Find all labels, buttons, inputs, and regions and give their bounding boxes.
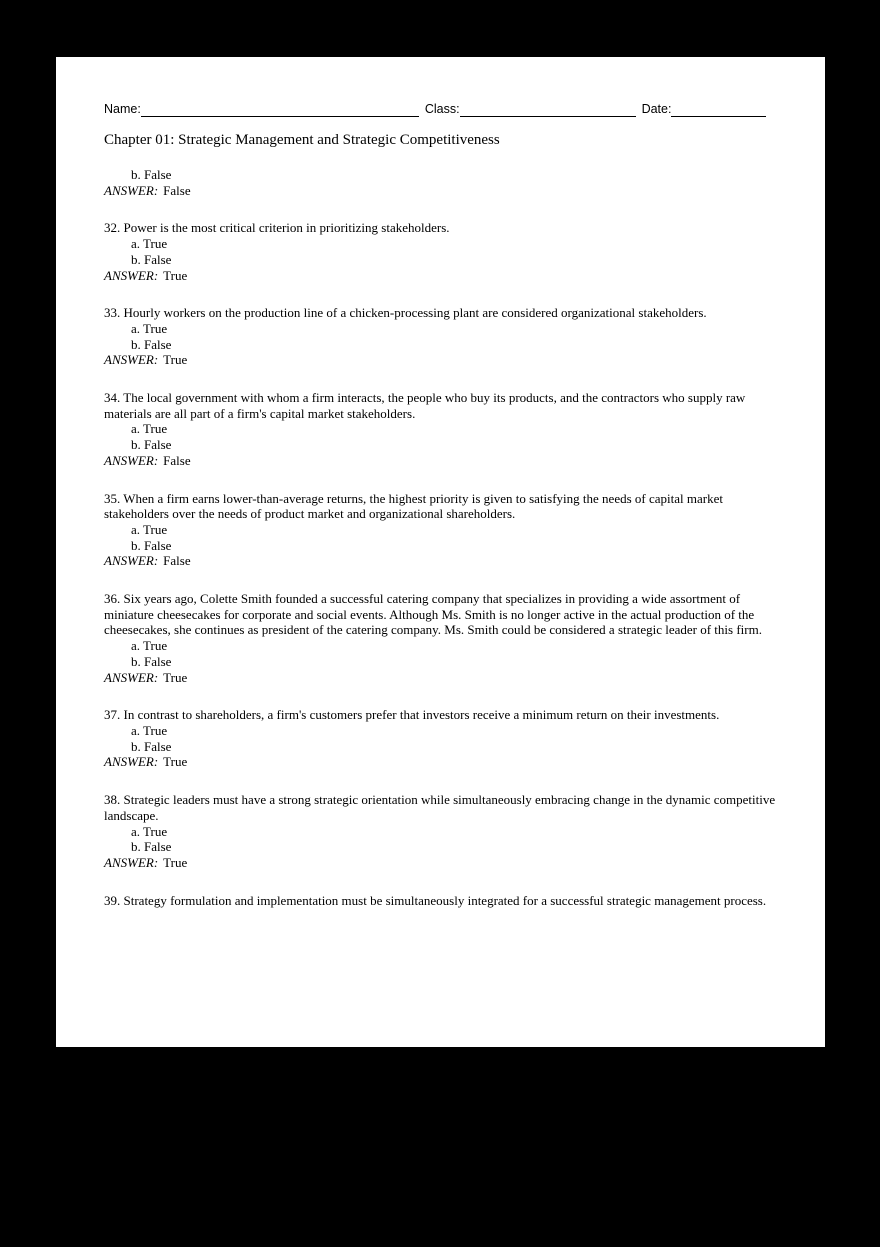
answer-option[interactable]: b. False [131, 437, 172, 453]
answer-option[interactable]: b. False [131, 839, 172, 855]
date-label: Date: [641, 102, 672, 116]
question-text: 37. In contrast to shareholders, a firm's customers prefer that investors receive a minimum return on their investments. [104, 707, 720, 723]
question-text: 33. Hourly workers on the production line of a chicken-processing plant are considered organizational stakeholders. [104, 305, 707, 321]
answer-value: True [163, 669, 188, 685]
answer-option[interactable]: a. True [131, 823, 168, 839]
answer-value: True [163, 267, 188, 283]
answer-option[interactable]: b. False [131, 537, 172, 553]
answer-line [104, 453, 777, 469]
answer-line [104, 352, 777, 368]
question-text: 36. Six years ago, Colette Smith founded a successful catering company that specializes in providing a wide assortment of miniature cheesecakes for corporate and social events. Although Ms. Smith is no longer active in the actual production of the cheesecakes, she continues as president of the catering company. Ms. Smith could be considered a strategic leader of this firm. [104, 591, 762, 638]
name-input-rule[interactable] [141, 103, 419, 117]
answer-label: ANSWER: [104, 754, 159, 770]
answer-option[interactable]: a. True [131, 638, 168, 654]
question-block [104, 707, 777, 770]
answer-option[interactable]: b. False [131, 738, 172, 754]
answer-line [104, 754, 777, 770]
question-text: 38. Strategic leaders must have a strong strategic orientation while simultaneously embracing change in the dynamic competitive landscape. [104, 792, 776, 823]
answer-label: ANSWER: [104, 669, 159, 685]
question-block [104, 491, 777, 570]
answer-line [104, 670, 777, 686]
date-input-rule[interactable] [671, 103, 766, 117]
page-content [104, 99, 777, 908]
answer-option[interactable]: b. False [131, 251, 172, 267]
question-block [104, 893, 777, 909]
answer-value: True [163, 754, 188, 770]
answer-value: False [163, 452, 191, 468]
question-text: 34. The local government with whom a firm interacts, the people who buy its products, and the contractors who supply raw materials are all part of a firm's capital market stakeholders. [104, 390, 746, 421]
class-input-rule[interactable] [460, 103, 636, 117]
answer-label: ANSWER: [104, 553, 159, 569]
answer-line [104, 553, 777, 569]
answer-option[interactable]: a. True [131, 521, 168, 537]
class-label: Class: [424, 102, 460, 116]
answer-option[interactable]: b. False [131, 167, 172, 182]
question-block [104, 792, 777, 871]
name-label: Name: [104, 102, 141, 116]
answer-value: False [163, 553, 191, 569]
question-text: 39. Strategy formulation and implementation must be simultaneously integrated for a successful strategic management process. [104, 892, 767, 908]
answer-line [104, 855, 777, 871]
answer-line [104, 268, 777, 284]
question-text: 32. Power is the most critical criterion in prioritizing stakeholders. [104, 220, 450, 236]
answer-label: ANSWER: [104, 267, 159, 283]
answer-label: ANSWER: [104, 352, 159, 368]
answer-option[interactable]: a. True [131, 722, 168, 738]
answer-label: ANSWER: [104, 854, 159, 870]
question-list [104, 167, 777, 908]
question-block [104, 167, 777, 198]
question-block [104, 305, 777, 368]
question-block [104, 390, 777, 469]
answer-label: ANSWER: [104, 452, 159, 468]
question-block [104, 591, 777, 685]
question-text: 35. When a firm earns lower-than-average returns, the highest priority is given to satisfying the needs of capital market stakeholders over the needs of product market and organizational shareholders. [104, 490, 723, 522]
question-block [104, 220, 777, 283]
answer-option[interactable]: a. True [131, 421, 168, 437]
answer-value: True [163, 854, 188, 870]
answer-value: True [163, 352, 188, 368]
answer-option[interactable]: b. False [131, 653, 172, 669]
student-info-header [104, 99, 777, 117]
answer-option[interactable]: a. True [131, 236, 168, 252]
answer-line [104, 183, 777, 199]
document-page [56, 57, 825, 1047]
answer-label: ANSWER: [104, 182, 159, 198]
answer-option[interactable]: b. False [131, 336, 172, 352]
chapter-title: Chapter 01: Strategic Management and Strategic Competitiveness [104, 132, 500, 148]
answer-option[interactable]: a. True [131, 320, 168, 336]
answer-value: False [163, 182, 191, 198]
